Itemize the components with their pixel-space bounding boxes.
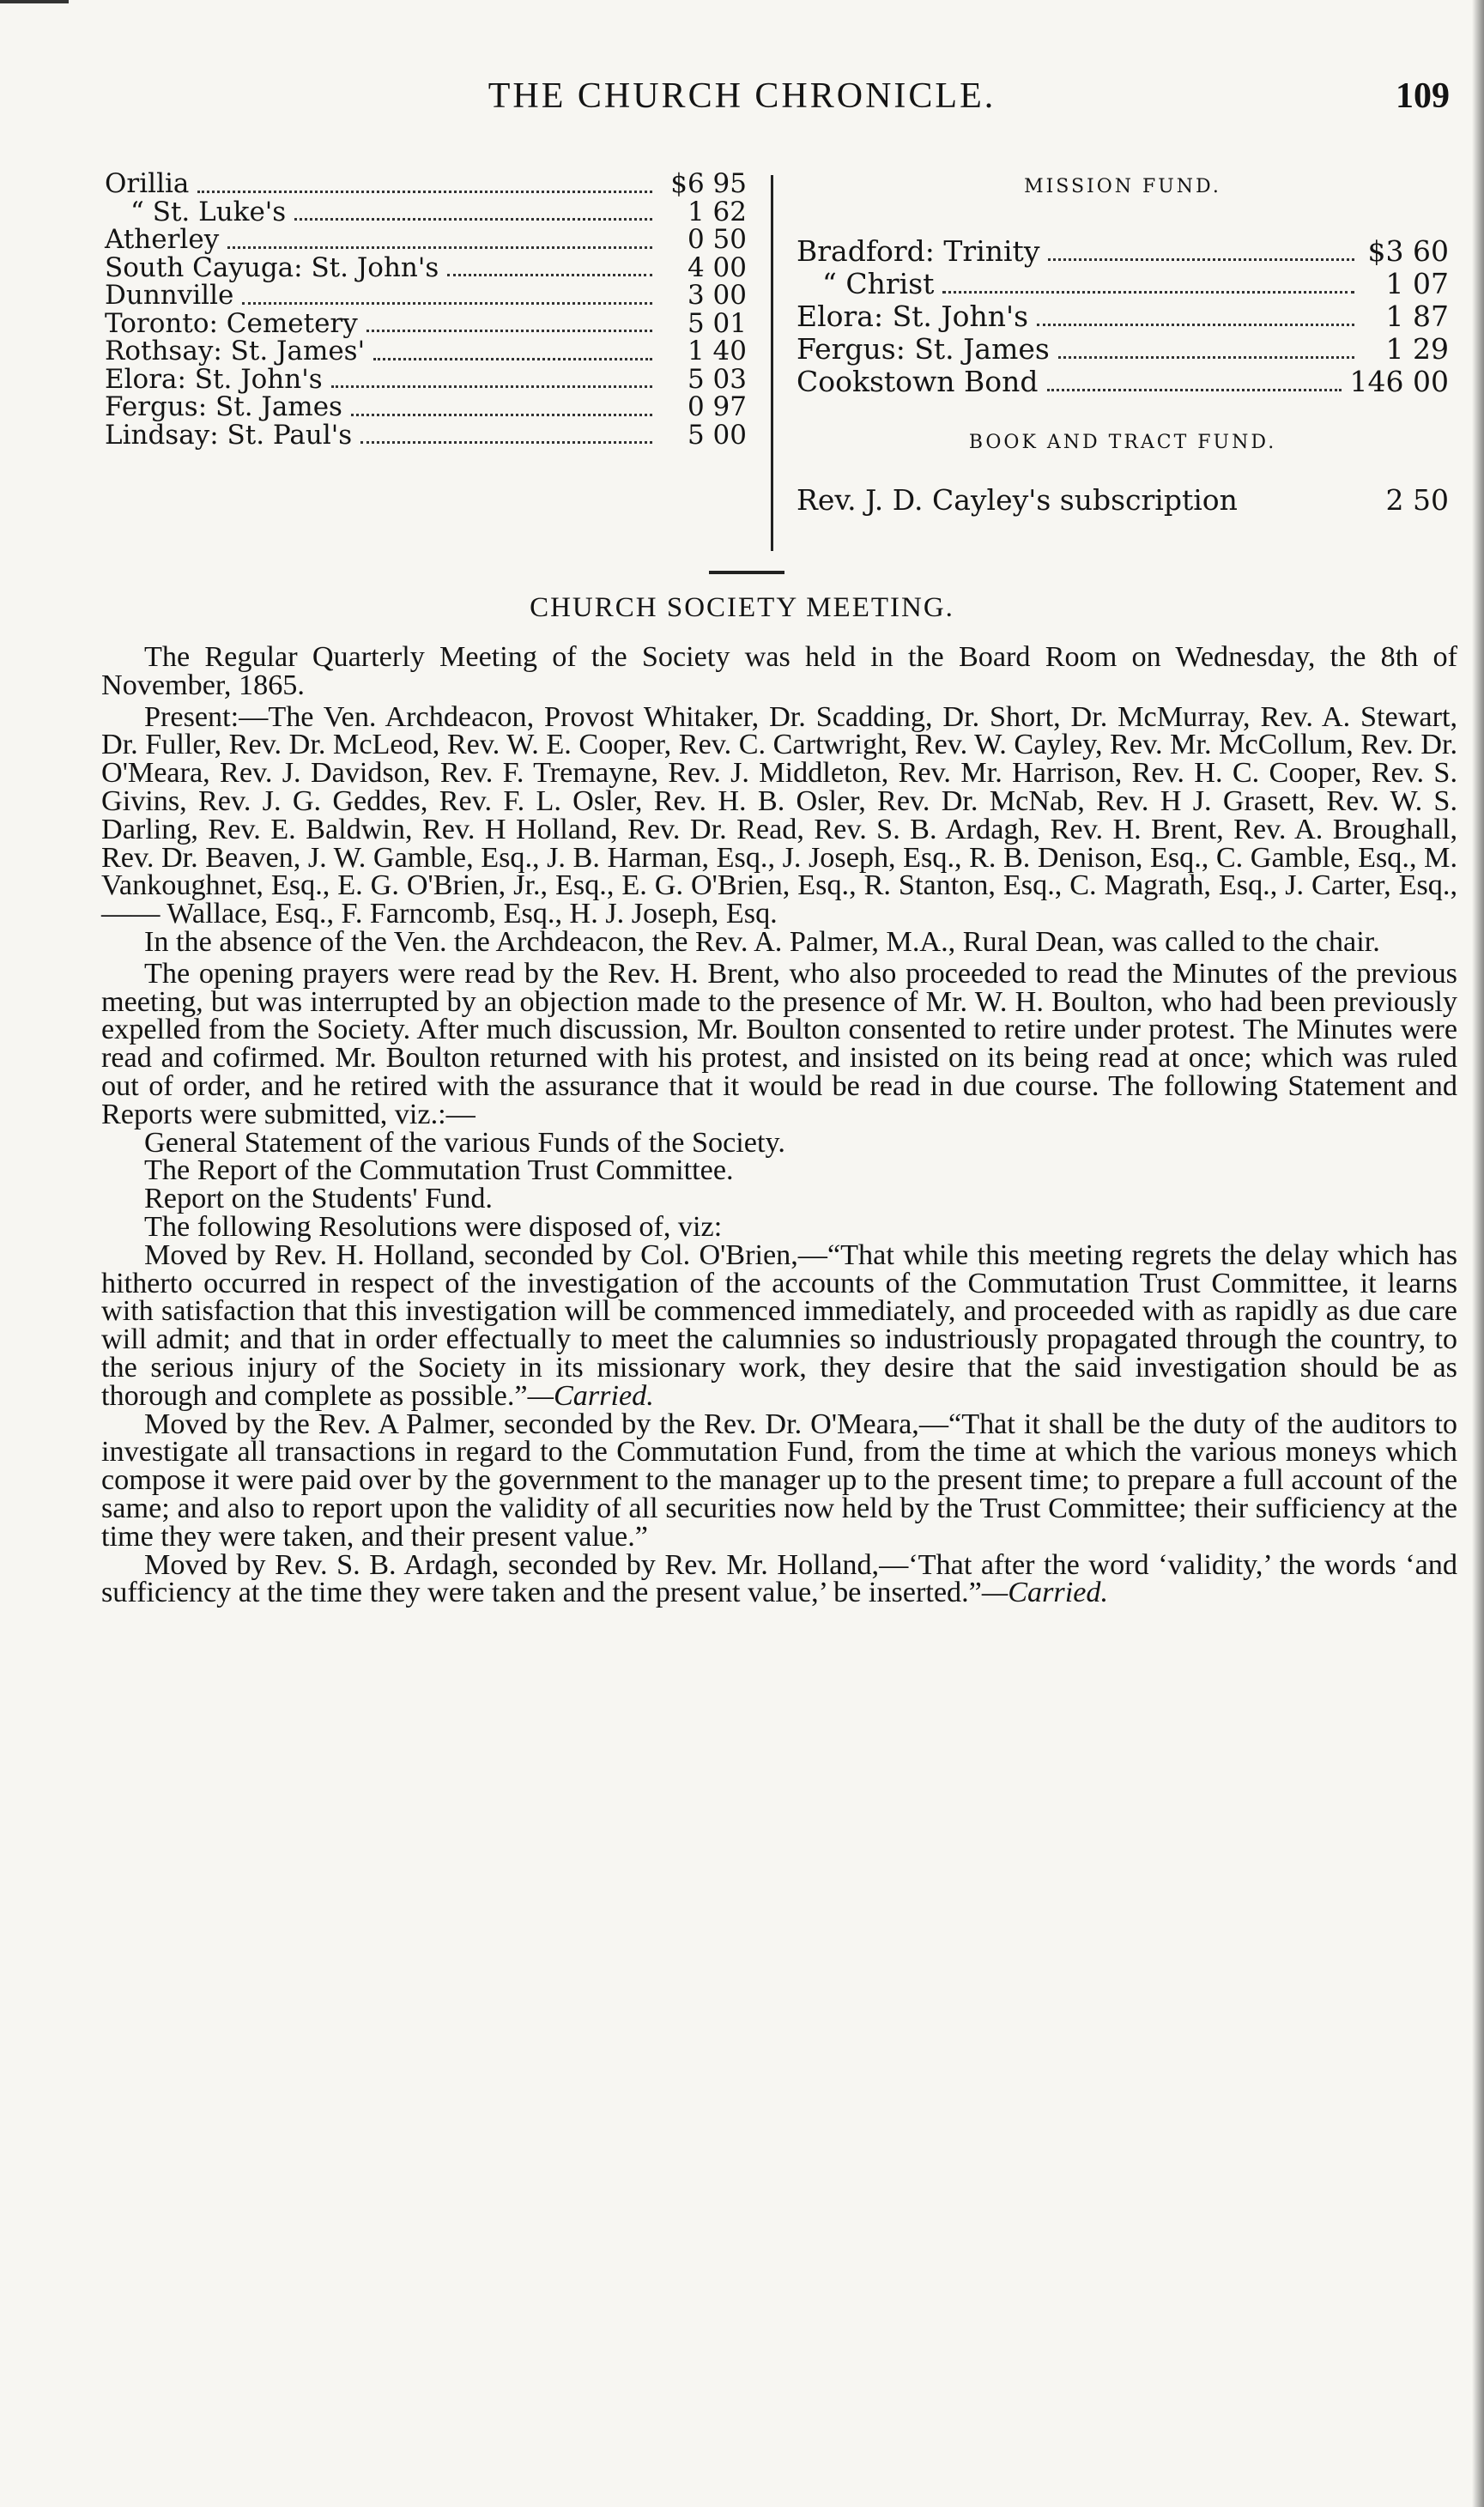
account-row	[105, 421, 747, 450]
dot-leader	[294, 213, 652, 221]
attendees-paragraph: Present:—The Ven. Archdeacon, Provost Whitaker, Dr. Scadding, Dr. Short, Dr. McMurray, Rev. A. Stewart, Dr. Fuller, Rev. Dr. McLeod, Rev. W. E. Cooper, Rev. C. Cartwright, Rev. W. Cayley, Rev. Mr. McCollum, Rev. Dr. O'Meara, Rev. J. Davidson, Rev. F. Tremayne, Rev. J. Middleton, Rev. Mr. Harrison, Rev. H. C. Cooper, Rev. S. Givins, Rev. J. G. Geddes, Rev. F. L. Osler, Rev. H. B. Osler, Rev. Dr. McNab, Rev. H J. Grasett, Rev. W. S. Darling, Rev. E. Baldwin, Rev. H Holland, Rev. Dr. Read, Rev. S. B. Ardagh, Rev. H. Brent, Rev. A. Broughall, Rev. Dr. Beaven, J. W. Gamble, Esq., J. B. Harman, Esq., J. Joseph, Esq., R. B. Denison, Esq., C. Gamble, Esq., M. Vankoughnet, Esq., E. G. O'Brien, Jr., Esq., E. G. O'Brien, Esq., R. Stanton, Esq., C. Magrath, Esq., J. Carter, Esq., —— Wallace, Esq., F. Farncomb, Esq., H. J. Joseph, Esq.	[101, 700, 1457, 930]
dot-leader	[1047, 384, 1342, 391]
account-amount: 1 29	[1385, 332, 1449, 366]
account-name: Fergus: St. James	[797, 332, 1050, 366]
paragraph: In the absence of the Ven. the Archdeacon, the Rev. A. Palmer, M.A., Rural Dean, was called to the chair.	[144, 925, 1380, 958]
dot-leader	[373, 353, 652, 360]
account-row	[797, 366, 1449, 398]
section-title: CHURCH SOCIETY MEETING.	[530, 592, 954, 623]
account-name: “ St. Luke's	[130, 196, 287, 227]
account-row	[105, 251, 747, 283]
account-amount: 146 00	[1349, 365, 1449, 398]
account-row	[797, 333, 1449, 366]
account-amount: 5 03	[687, 363, 747, 395]
list-item: General Statement of the various Funds of the Society.	[144, 1126, 785, 1159]
account-amount: 0 50	[687, 224, 747, 255]
dot-leader	[447, 269, 652, 276]
dot-leader	[1058, 351, 1354, 359]
meeting-report	[101, 641, 1457, 1609]
account-row	[797, 484, 1449, 517]
paragraph: The opening prayers were read by the Rev. H. Brent, who also proceeded to read the Minutes of the previous meeting, but was interrupted by an objection made to the presence of Mr. W. H. Boulton, who had been previously expelled from the Society. After much discussion, Mr. Boulton consented to retire under protest. The Minutes were read and cofirmed. Mr. Boulton returned with his protest, and insisted on its being read at once; which was ruled out of order, and he retired with the assurance that it would be read in due course. The following Statement and Reports were submitted, viz.:—	[101, 957, 1457, 1130]
dot-leader	[242, 297, 652, 305]
mission-fund-heading: MISSION FUND.	[1024, 176, 1221, 197]
account-name: Bradford: Trinity	[797, 234, 1040, 268]
resolution-paragraph: Moved by the Rev. A Palmer, seconded by the Rev. Dr. O'Meara,—“That it shall be the duty of the auditors to investigate all transactions in regard to the Commutation Fund, from the time at which the various moneys which compose it were paid over by the government to the manager up to the present time; to prepare a full account of the same; and also to report upon the validity of all securities now held by the Trust Committee; their sufficiency at the time they were taken, and their present value.”	[101, 1408, 1457, 1553]
account-name: Lindsay: St. Paul's	[105, 419, 353, 451]
account-name: Orillia	[105, 168, 190, 199]
accounts-right-column	[797, 170, 1449, 517]
account-name: Rothsay: St. James'	[105, 336, 366, 366]
accounts-section	[0, 170, 1484, 573]
dot-leader	[227, 241, 652, 249]
account-amount: 3 00	[687, 280, 747, 311]
carried-label: —Carried.	[527, 1379, 654, 1412]
dot-leader	[197, 185, 652, 193]
account-name: Elora: St. John's	[797, 300, 1029, 333]
resolution-paragraph	[101, 1548, 1457, 1609]
account-row	[797, 268, 1449, 300]
page-header	[0, 76, 1484, 136]
account-name: “ Christ	[822, 267, 935, 300]
dot-leader	[1037, 318, 1354, 326]
dot-leader	[1246, 503, 1354, 508]
account-amount: 1 87	[1385, 300, 1449, 333]
account-row	[105, 198, 747, 227]
page-number: 109	[1396, 76, 1450, 116]
account-name: Cookstown Bond	[797, 365, 1039, 398]
accounts-left-column	[105, 170, 747, 449]
account-row	[105, 307, 747, 339]
scan-mark	[0, 0, 69, 3]
dot-leader	[331, 380, 652, 388]
account-name: Rev. J. D. Cayley's subscription	[797, 483, 1238, 517]
account-amount: 5 01	[687, 307, 747, 339]
account-row	[105, 393, 747, 421]
account-row	[105, 337, 747, 366]
resolution-text: Moved by Rev. H. Holland, seconded by Col. O'Brien,—“That while this meeting regrets the delay which has hitherto occurred in respect of the investigation of the accounts of the Commutation Trust Committee, it learns with satisfaction that this investigation will be commenced immediately, and proceeded with as rapidly as due care will admit; and that in order effectually to meet the calumnies so industriously propagated through the country, to the serious injury of the Society in its missionary work, they desire that the said investigation should be as thorough and complete as possible.”	[101, 1238, 1457, 1412]
account-row	[797, 235, 1449, 268]
account-name: Dunnville	[105, 280, 234, 311]
page-edge-shadow	[1472, 0, 1484, 2507]
account-amount: 1 62	[687, 196, 747, 227]
account-amount: $3 60	[1367, 234, 1449, 268]
dot-leader	[351, 409, 652, 416]
paragraph: The Regular Quarterly Meeting of the Society was held in the Board Room on Wednesday, the 8th of November, 1865.	[101, 641, 1457, 701]
carried-label: —Carried.	[981, 1577, 1109, 1609]
account-amount: 1 40	[687, 336, 747, 366]
list-item: Report on the Students' Fund.	[144, 1183, 493, 1215]
account-amount: 4 00	[687, 251, 747, 283]
account-name: Elora: St. John's	[105, 363, 323, 395]
account-row	[105, 363, 747, 395]
account-row	[105, 282, 747, 310]
resolution-text: Moved by Rev. S. B. Ardagh, seconded by Rev. Mr. Holland,—‘That after the word ‘validity,’ the words ‘and sufficiency at the time they were taken and the present value,’ be inserted.”	[101, 1548, 1457, 1609]
account-amount: 0 97	[687, 391, 747, 422]
list-item: The Report of the Commutation Trust Committee.	[144, 1154, 734, 1187]
page-title: THE CHURCH CHRONICLE.	[488, 76, 996, 116]
book-tract-fund-heading: BOOK AND TRACT FUND.	[968, 432, 1277, 453]
account-name: Fergus: St. James	[105, 391, 342, 422]
account-amount: 5 00	[687, 419, 747, 451]
dot-leader	[366, 324, 652, 332]
account-amount: 2 50	[1385, 483, 1449, 517]
section-rule	[709, 571, 784, 574]
account-row	[105, 170, 747, 198]
account-name: South Cayuga: St. John's	[105, 251, 439, 283]
account-name: Toronto: Cemetery	[105, 307, 358, 339]
account-row	[105, 226, 747, 254]
account-name: Atherley	[105, 224, 220, 255]
resolution-paragraph	[101, 1238, 1457, 1412]
account-row	[797, 300, 1449, 333]
dot-leader	[1048, 253, 1354, 261]
dot-leader	[360, 436, 652, 444]
account-amount: 1 07	[1385, 267, 1449, 300]
dot-leader	[942, 286, 1354, 294]
paragraph: The following Resolutions were disposed of, viz:	[144, 1210, 723, 1243]
account-amount: $6 95	[670, 168, 747, 199]
column-divider	[771, 175, 773, 551]
